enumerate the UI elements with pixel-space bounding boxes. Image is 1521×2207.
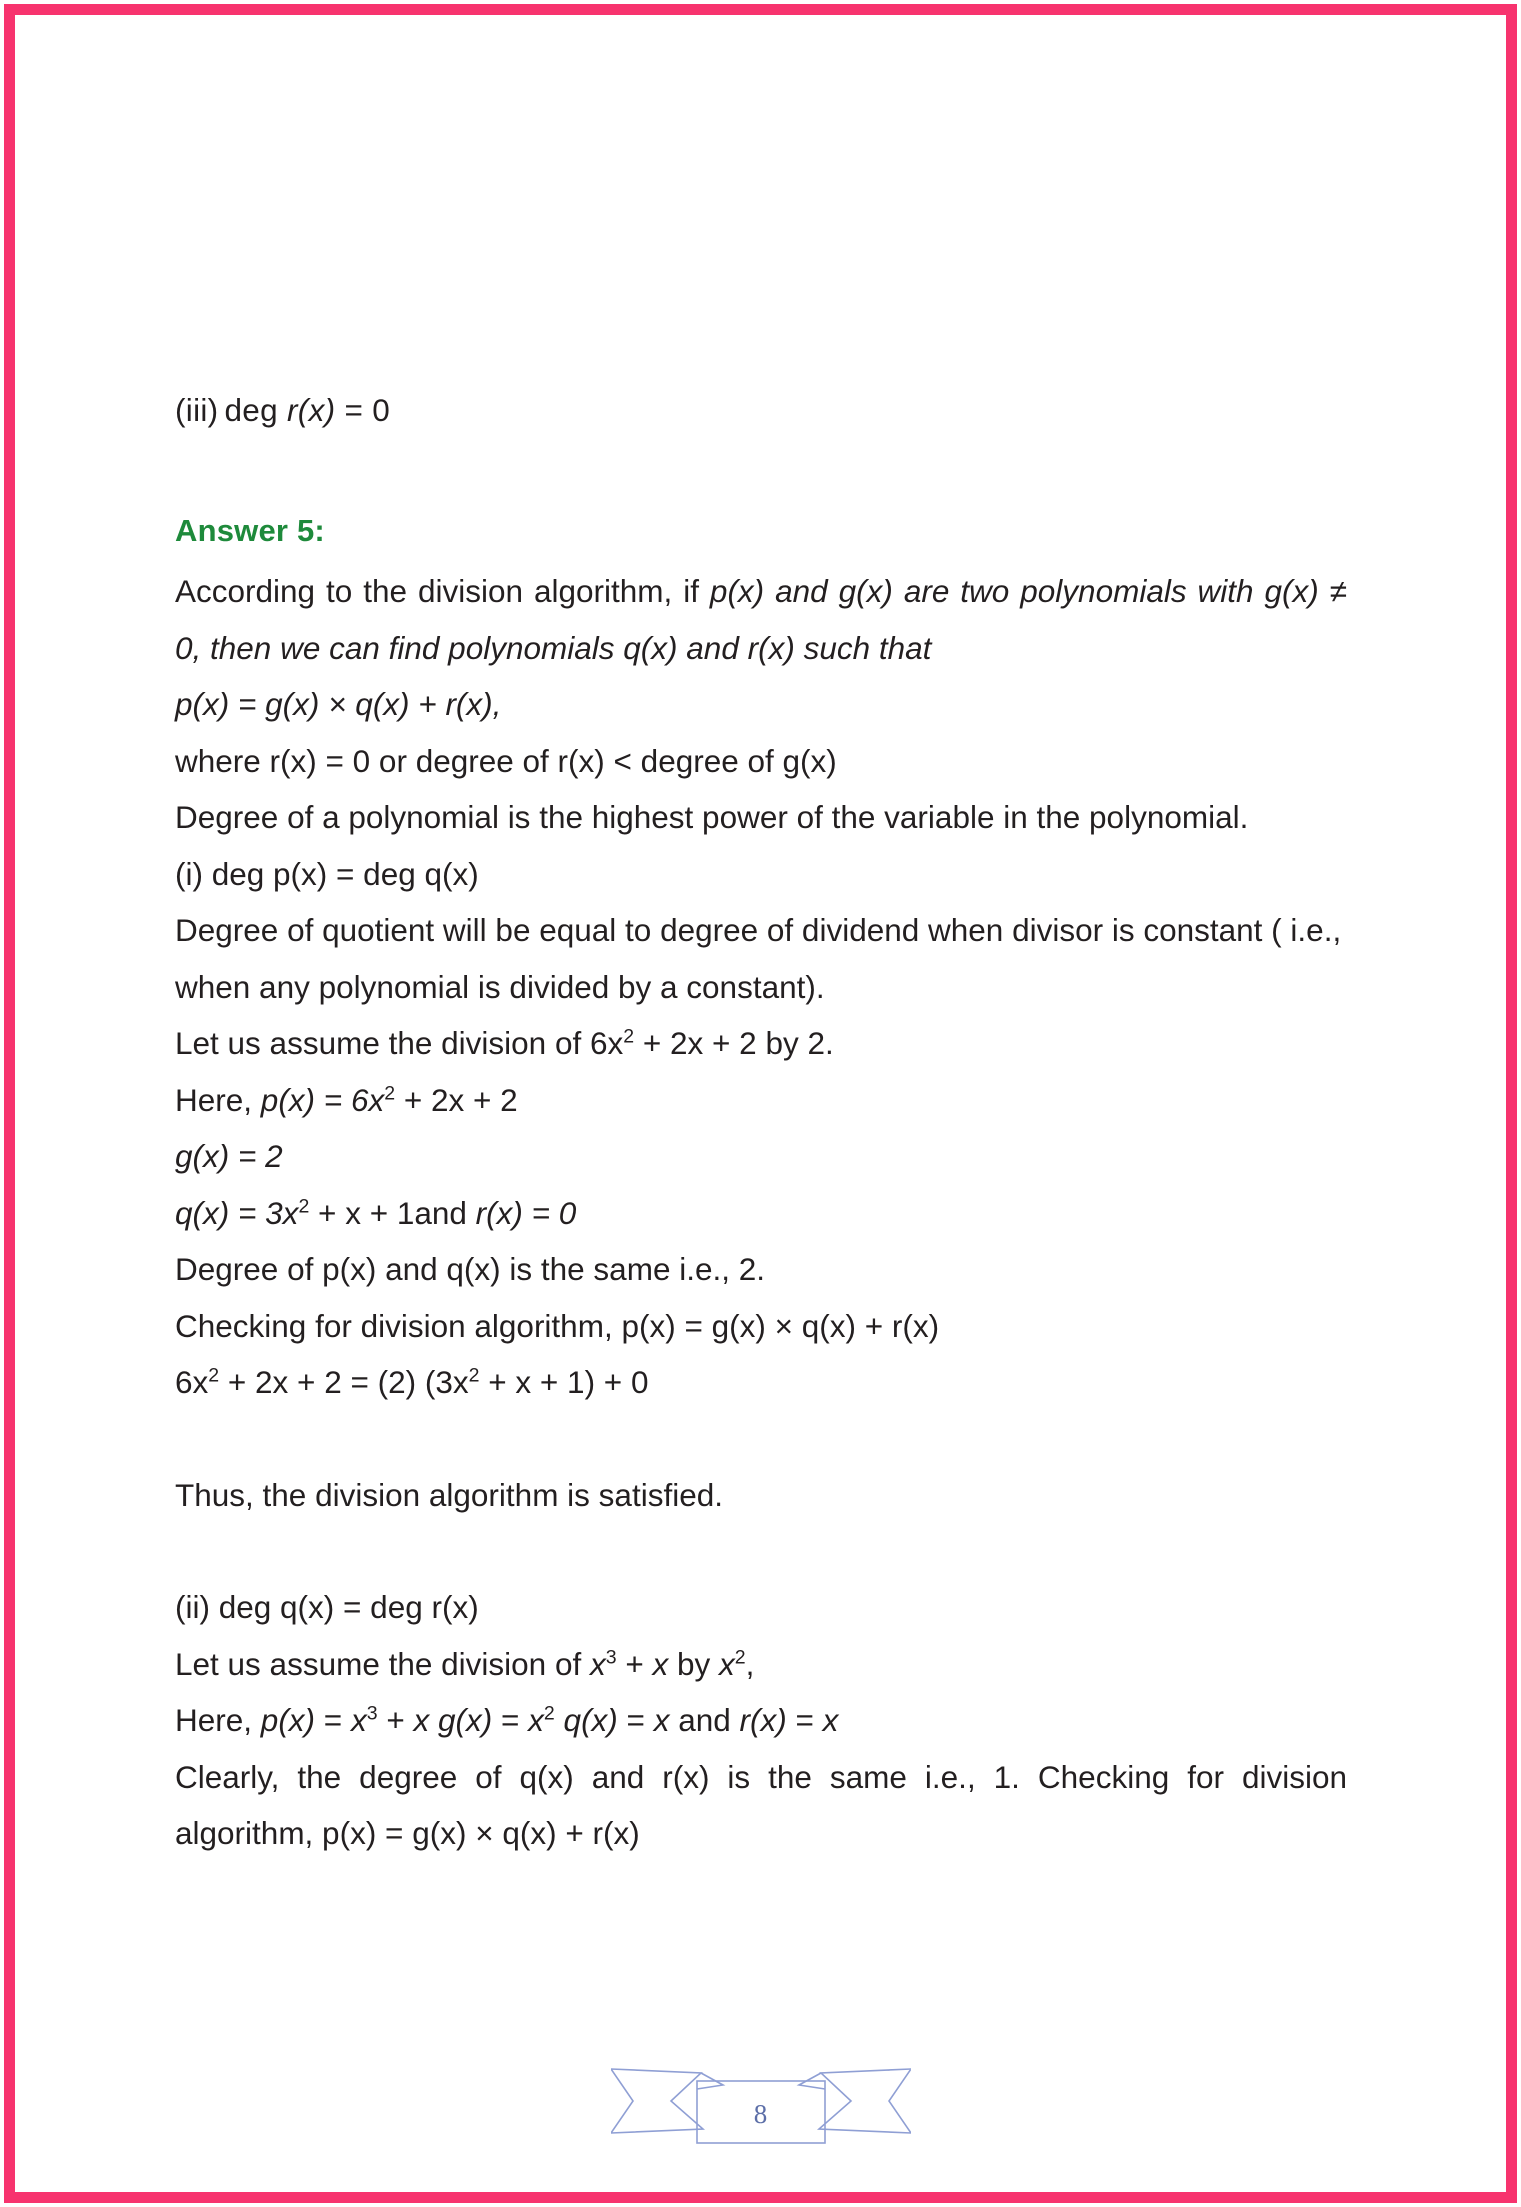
superscript: 2 <box>208 1364 220 1387</box>
text-fragment: + 2x + 2 = (2) (3x <box>219 1364 469 1400</box>
italic-x: x <box>719 1645 735 1682</box>
italic-q: q <box>623 629 641 666</box>
text-fragment: + x + 1and <box>309 1194 476 1231</box>
line-thus-satisfied <box>175 1467 1347 1524</box>
paragraph-degree-definition <box>175 789 1347 846</box>
line-expanded-equation <box>175 1354 1347 1411</box>
italic-p: p <box>260 1081 279 1118</box>
line-assume-division-2 <box>175 1636 1347 1693</box>
superscript: 3 <box>605 1646 617 1668</box>
page-footer-ribbon <box>611 2055 911 2151</box>
line-gx-value <box>175 1128 1347 1185</box>
item-iii-label: (iii) <box>175 392 219 428</box>
text-fragment: (x) and <box>727 573 839 609</box>
line-text: where r(x) = 0 or degree of r(x) < degree of g(x) <box>175 742 837 779</box>
text-fragment: + <box>616 1645 653 1682</box>
italic-x: x <box>652 1645 669 1682</box>
line-text: Degree of a polynomial is the highest power of the variable in the polynomial. <box>175 799 1249 835</box>
superscript: 2 <box>298 1195 310 1217</box>
line-text: Clearly, the degree of q(x) and r(x) is the same i.e., 1. Checking for division algorithm, p(x) = g(x) × q(x) + r(x) <box>175 1758 1347 1851</box>
line-qx-rx-values <box>175 1185 1347 1242</box>
line-checking-algorithm-1 <box>175 1298 1347 1355</box>
case-i-heading <box>175 846 1347 903</box>
italic-q: q <box>175 1194 193 1231</box>
page-number: 8 <box>753 2099 768 2129</box>
line-here-px-1 <box>175 1072 1347 1129</box>
italic-r: r <box>747 629 759 666</box>
paragraph-quotient-degree <box>175 902 1347 1015</box>
superscript: 2 <box>384 1082 396 1104</box>
line-text: (ii) deg q(x) = deg r(x) <box>175 1589 479 1625</box>
text-fragment: According to the division algorithm, if <box>175 573 710 609</box>
italic-g: g <box>175 1138 193 1174</box>
line-degree-same-1 <box>175 1241 1347 1298</box>
text-fragment: (x) = 6x <box>278 1081 385 1118</box>
line-assume-division-1 <box>175 1015 1347 1072</box>
text-fragment: (x) = 2 <box>192 1138 283 1174</box>
italic-g-2: g <box>1264 573 1283 609</box>
italic-x: x <box>589 1645 606 1682</box>
paragraph-gap-2 <box>175 1523 1347 1579</box>
superscript: 2 <box>623 1025 635 1048</box>
paragraph-division-algorithm <box>175 563 1347 676</box>
text-fragment: (x) and <box>640 629 748 666</box>
line-text: Degree of p(x) and q(x) is the same i.e., 2. <box>175 1251 766 1287</box>
text-fragment: Let us assume the division of <box>175 1645 590 1682</box>
line-text-2: Here, $p(x) = x^3 + x$ $g(x) = x^2$ q(x) = x and r(x) = x <box>175 1702 839 1738</box>
item-iii-text-a: deg <box>224 392 287 428</box>
text-fragment: + 2x + 2 <box>395 1081 518 1118</box>
text-fragment: Here, <box>175 1081 261 1118</box>
italic-g: g <box>838 573 857 609</box>
paragraph-gap <box>175 1411 1347 1467</box>
line-where-remainder <box>175 733 1347 790</box>
paragraph-clearly-degree <box>175 1749 1347 1862</box>
italic-p: p <box>709 573 728 609</box>
case-ii-heading <box>175 1579 1347 1636</box>
answer-heading: Answer 5: <box>175 513 325 548</box>
answer-body <box>175 563 1347 1862</box>
text-fragment: (x) ≠ 0, then we can find polynomials <box>175 573 1347 666</box>
superscript: 2 <box>468 1364 480 1387</box>
italic-r: r <box>475 1194 487 1231</box>
line-text: Thus, the division algorithm is satisfied. <box>175 1476 723 1513</box>
line-here-values-2 <box>175 1692 1347 1749</box>
text-fragment: (x) such that <box>758 629 932 666</box>
line-text: (i) deg p(x) = deg q(x) <box>175 855 479 892</box>
italic-r: r <box>287 392 298 428</box>
text-fragment: + x + 1) + 0 <box>479 1364 649 1400</box>
page-content <box>175 0 1347 2207</box>
text-fragment: (x) are two polynomials with <box>856 573 1265 609</box>
text-fragment: by <box>668 1645 720 1682</box>
line-text: Checking for division algorithm, p(x) = g(x) × q(x) + r(x) <box>175 1307 940 1344</box>
item-iii-line <box>175 392 390 429</box>
equation-division-identity <box>175 676 1347 733</box>
text-fragment: (x) = 0 <box>486 1194 577 1231</box>
text-fragment: 6x <box>175 1364 209 1400</box>
line-text: Degree of quotient will be equal to degree of dividend when divisor is constant ( i.e., when any polynomial is divided by a constant). <box>175 912 1342 1005</box>
text-fragment: Let us assume the division of 6x <box>175 1025 624 1061</box>
item-iii-text-b: (x) <box>297 392 336 428</box>
item-iii-text-c: = 0 <box>335 392 391 428</box>
text-fragment: (x) = 3x <box>192 1194 299 1231</box>
equation-text: p(x) = g(x) × q(x) + r(x), <box>175 686 502 722</box>
superscript: 2 <box>734 1646 746 1668</box>
text-fragment: + 2x + 2 by 2. <box>634 1025 834 1061</box>
text-fragment: , <box>745 1645 755 1682</box>
